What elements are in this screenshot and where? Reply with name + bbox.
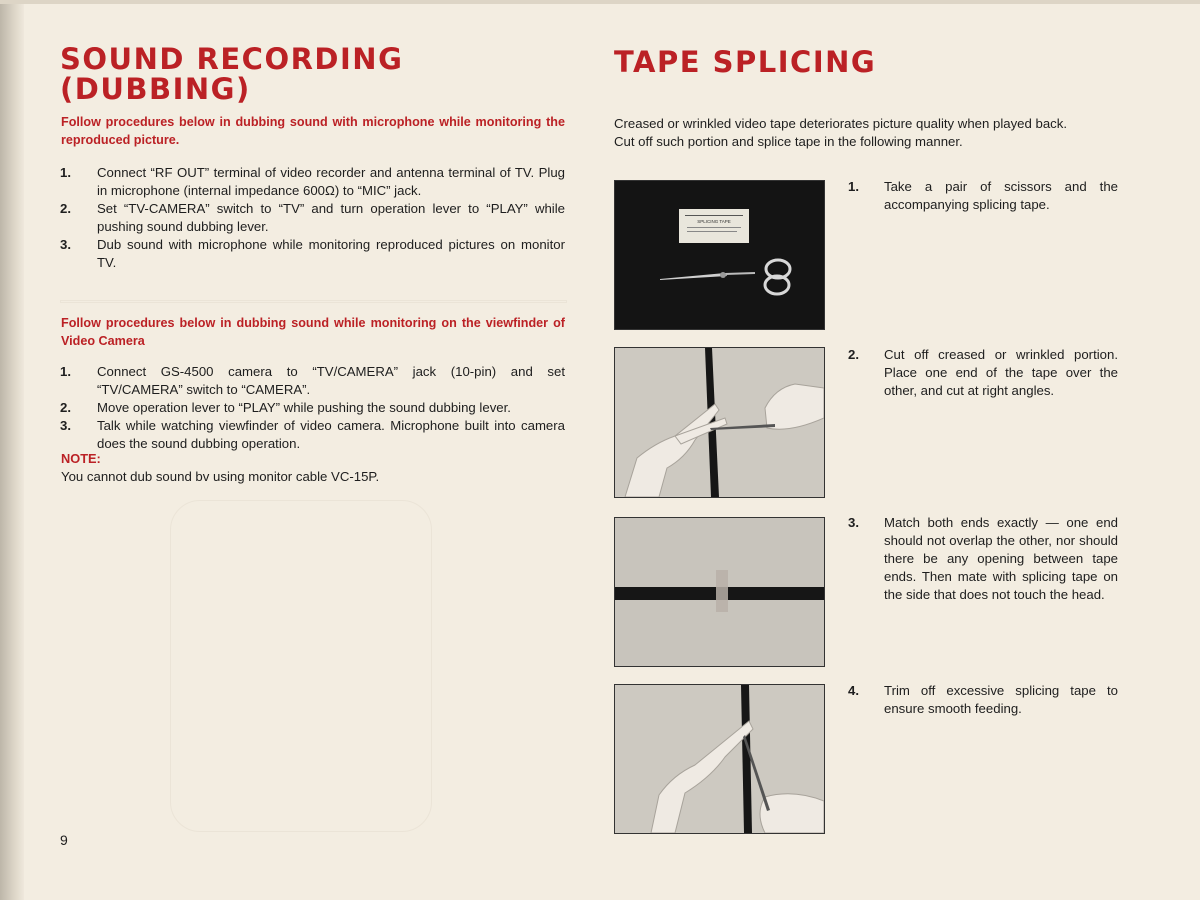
list-item (60, 399, 565, 417)
list-item (60, 417, 565, 453)
tape-splicing-title: TAPE SPLICING (614, 45, 877, 79)
page-spine-shadow (0, 0, 24, 900)
section2-steps (60, 363, 565, 453)
splicing-step-3 (848, 514, 1118, 604)
bleed-through-camera (170, 500, 432, 832)
sound-recording-title (60, 44, 540, 104)
intro-line-2: Cut off such portion and splice tape in the following manner. (614, 134, 963, 149)
note-text: You cannot dub sound bv using monitor cable VC-15P. (61, 469, 380, 484)
section2-intro: Follow procedures below in dubbing sound while monitoring on the viewfinder of Video Camera (61, 316, 565, 348)
splicing-intro (614, 115, 1119, 151)
step-text: Set “TV-CAMERA” switch to “TV” and turn operation lever to “PLAY” while pushing sound dubbing lever. (97, 201, 565, 234)
cutting-tape-illustration (615, 348, 824, 497)
top-edge-shadow (0, 0, 1200, 4)
photo-joined-tape (614, 517, 825, 667)
step-number: 2. (848, 347, 859, 362)
photo-trimming-tape (614, 684, 825, 834)
step-number: 2. (60, 400, 71, 415)
step-number: 3. (848, 515, 859, 530)
splicing-tape-card-label: SPLICING TAPE (697, 219, 731, 224)
splicing-step-2 (848, 346, 1118, 400)
list-item (60, 363, 565, 399)
step-text: Connect “RF OUT” terminal of video recorder and antenna terminal of TV. Plug in microphone (internal impedance 600Ω) to “MIC” jack. (97, 165, 565, 198)
trimming-tape-illustration (615, 685, 824, 833)
page-number: 9 (60, 832, 68, 848)
step-text: Trim off excessive splicing tape to ensure smooth feeding. (884, 683, 1118, 716)
splicing-step-1 (848, 178, 1118, 214)
step-text: Talk while watching viewfinder of video camera. Microphone built into camera does the sound dubbing operation. (97, 418, 565, 451)
list-item (60, 200, 565, 236)
step-number: 1. (60, 364, 71, 379)
step-number: 3. (60, 237, 71, 252)
splicing-step-4 (848, 682, 1118, 718)
scissors-and-tape-illustration (615, 181, 824, 329)
step-number: 1. (848, 179, 859, 194)
step-text: Take a pair of scissors and the accompanying splicing tape. (884, 179, 1118, 212)
right-hand (760, 794, 824, 833)
list-item (60, 236, 565, 272)
step-text: Cut off creased or wrinkled portion. Place one end of the tape over the other, and cut at right angles. (884, 347, 1118, 398)
step-text: Dub sound with microphone while monitoring reproduced pictures on monitor TV. (97, 237, 565, 270)
note-label: NOTE: (61, 451, 101, 466)
title-line-2: (DUBBING) (60, 72, 251, 106)
photo-scissors-and-tape (614, 180, 825, 330)
section1-intro: Follow procedures below in dubbing sound with microphone while monitoring the reproduced picture. (61, 115, 565, 147)
list-item (60, 164, 565, 200)
step-text: Move operation lever to “PLAY” while pushing the sound dubbing lever. (97, 400, 511, 415)
section1-steps (60, 164, 565, 272)
splicing-tape-card (679, 209, 749, 243)
splicing-tape-patch (716, 570, 728, 612)
intro-line-1: Creased or wrinkled video tape deteriorates picture quality when played back. (614, 116, 1068, 131)
step-number: 2. (60, 201, 71, 216)
step-number: 3. (60, 418, 71, 433)
step-number: 1. (60, 165, 71, 180)
step-text: Match both ends exactly — one end should not overlap the other, nor should there be any opening between tape ends. Then mate with splicing tape on the side that does not touch the head. (884, 515, 1118, 602)
title-line-1: SOUND RECORDING (60, 42, 404, 76)
bleed-through-rule (60, 300, 567, 303)
step-text: Connect GS-4500 camera to “TV/CAMERA” jack (10-pin) and set “TV/CAMERA” switch to “CAMERA”. (97, 364, 565, 397)
joined-tape-illustration (615, 518, 824, 666)
step-number: 4. (848, 683, 859, 698)
photo-cutting-tape (614, 347, 825, 498)
